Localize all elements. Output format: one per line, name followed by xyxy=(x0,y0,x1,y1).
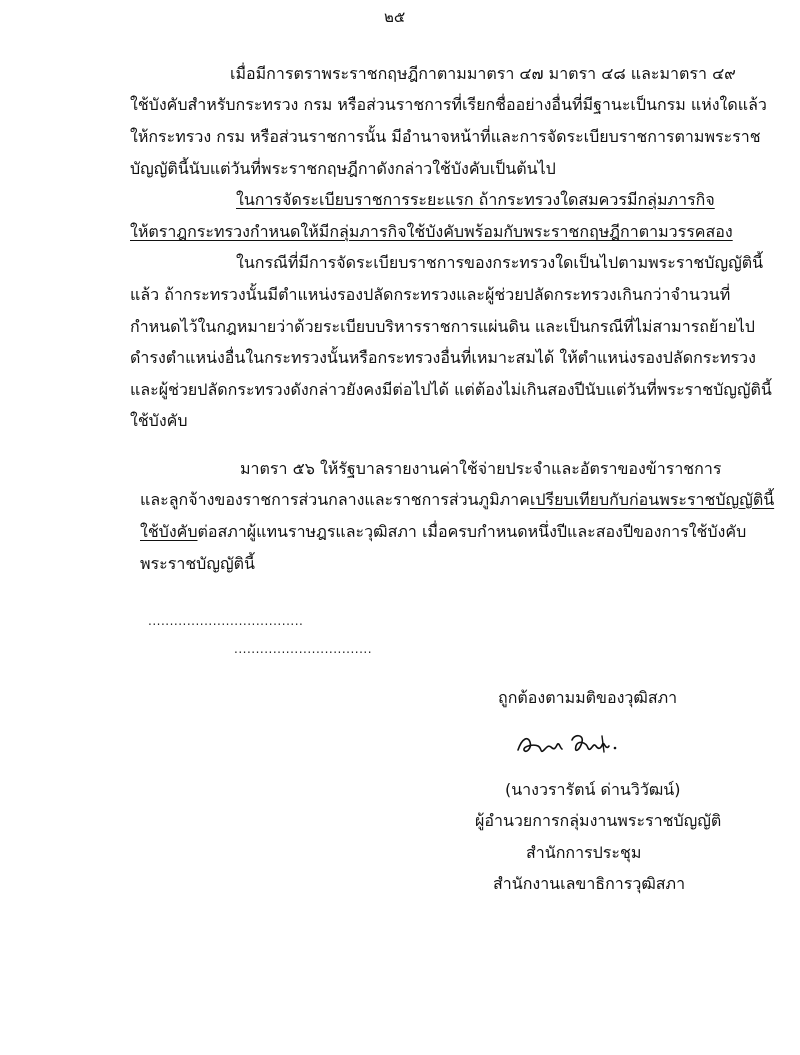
signatory-bureau: สำนักการประชุม xyxy=(526,843,642,862)
underlined-line: ในการจัดระเบียบราชการระยะแรก ถ้ากระทรวงใดสมควรมีกลุ่มภารกิจ xyxy=(236,190,715,209)
signatory-name: (นางวรารัตน์ ด่านวิวัฒน์) xyxy=(505,780,681,799)
paragraph-line: ใช้บังคับ xyxy=(130,411,188,430)
underlined-text: เปรียบเทียบกับก่อนพระราชบัญญัตินี้ xyxy=(529,490,775,509)
plain-text: และลูกจ้างของราชการส่วนกลางและราชการส่วนภูมิภาค xyxy=(140,490,530,509)
section-56-line xyxy=(140,522,746,542)
section-56-line: มาตรา ๕๖ ให้รัฐบาลรายงานค่าใช้จ่ายประจำและอัตราของข้าราชการ xyxy=(240,459,722,478)
paragraph-line: ดำรงตำแหน่งอื่นในกระทรวงนั้นหรือกระทรวงอื่นที่เหมาะสมได้ ให้ตำแหน่งรองปลัดกระทรวง xyxy=(130,348,756,367)
plain-text: ต่อสภาผู้แทนราษฎรและวุฒิสภา เมื่อครบกำหนดหนึ่งปีและสองปีของการใช้บังคับ xyxy=(197,522,747,541)
page-number: ๒๕ xyxy=(384,8,406,26)
paragraph-line: ในกรณีที่มีการจัดระเบียบราชการของกระทรวงใดเป็นไปตามพระราชบัญญัตินี้ xyxy=(236,253,764,272)
paragraph-line: และผู้ช่วยปลัดกระทรวงดังกล่าวยังคงมีต่อไปได้ แต่ต้องไม่เกินสองปีนับแต่วันที่พระราชบัญญัตินี้ xyxy=(130,380,772,399)
section-56-line xyxy=(140,490,774,510)
paragraph-line: ใช้บังคับสำหรับกระทรวง กรม หรือส่วนราชการที่เรียกชื่ออย่างอื่นที่มีฐานะเป็นกรม แห่งใดแล้ว xyxy=(130,95,767,114)
dotted-line: .................................... xyxy=(148,614,304,628)
underlined-text: ใช้บังคับ xyxy=(140,522,198,541)
signature-image xyxy=(514,728,624,764)
dotted-line: ................................ xyxy=(234,642,373,656)
paragraph-line: แล้ว ถ้ากระทรวงนั้นมีตำแหน่งรองปลัดกระทรวงและผู้ช่วยปลัดกระทรวงเกินกว่าจำนวนที่ xyxy=(130,285,731,304)
signatory-office: สำนักงานเลขาธิการวุฒิสภา xyxy=(493,874,686,893)
section-56-line: พระราชบัญญัตินี้ xyxy=(140,554,255,573)
paragraph-line: กำหนดไว้ในกฎหมายว่าด้วยระเบียบบริหารราชการแผ่นดิน และเป็นกรณีที่ไม่สามารถย้ายไป xyxy=(130,317,755,336)
paragraph-line: บัญญัตินี้นับแต่วันที่พระราชกฤษฎีกาดังกล่าวใช้บังคับเป็นต้นไป xyxy=(130,159,556,178)
paragraph-line: ให้กระทรวง กรม หรือส่วนราชการนั้น มีอำนาจหน้าที่และการจัดระเบียบราชการตามพระราช xyxy=(130,127,761,146)
paragraph-line: เมื่อมีการตราพระราชกฤษฎีกาตามมาตรา ๔๗ มาตรา ๔๘ และมาตรา ๔๙ xyxy=(230,64,736,83)
certification-statement: ถูกต้องตามมติของวุฒิสภา xyxy=(498,688,678,707)
underlined-line: ให้ตราฎกระทรวงกำหนดให้มีกลุ่มภารกิจใช้บังคับพร้อมกับพระราชกฤษฎีกาตามวรรคสอง xyxy=(130,222,733,241)
signatory-position: ผู้อำนวยการกลุ่มงานพระราชบัญญัติ xyxy=(475,811,722,830)
